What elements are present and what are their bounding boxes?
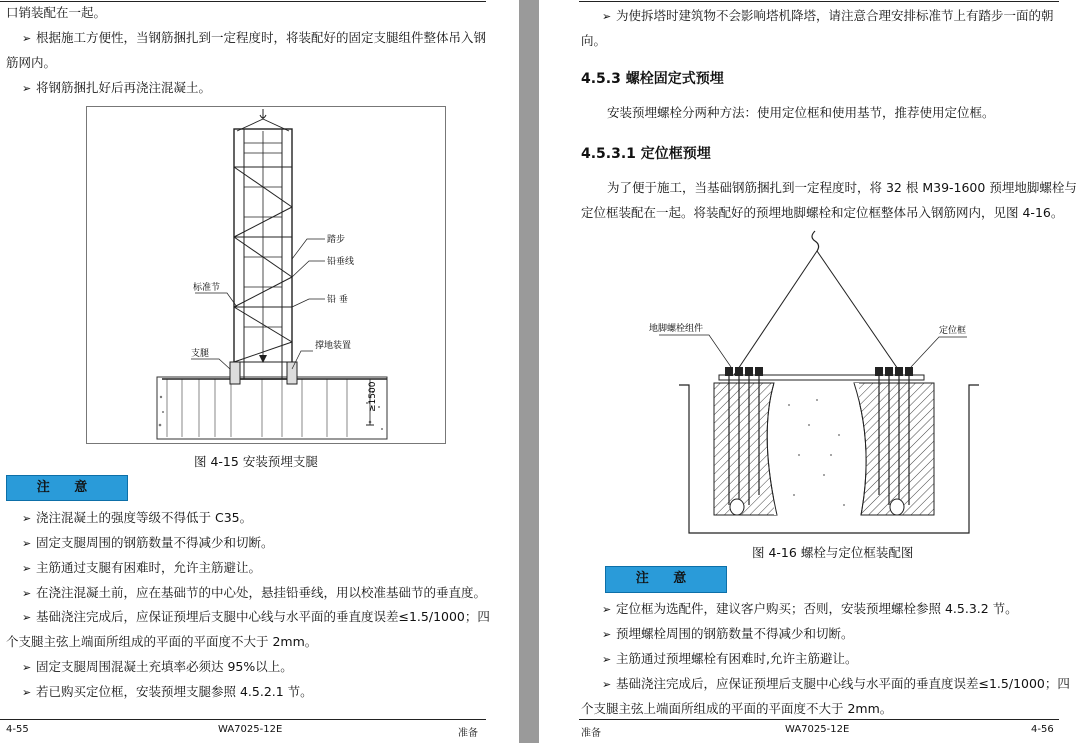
arrow-bullet-icon: ➢ [22,661,32,674]
top-rule [579,1,1059,2]
figure-label: 铅垂线 [327,257,355,267]
footer-rule [579,719,1059,720]
note-item: ➢ 固定支腿周围混凝土充填率必须达 95%以上。 [22,659,293,674]
body-text: 为了便于施工，当基础钢筋捆扎到一定程度时，将 32 根 M39-1600 预埋地脚螺栓与 [607,180,1077,195]
note-item: ➢ 固定支腿周围的钢筋数量不得减少和切断。 [22,535,274,550]
arrow-bullet-icon: ➢ [22,611,32,624]
body-text: 筋网内。 [6,55,57,70]
section-heading: 4.5.3 螺栓固定式预埋 [581,71,724,87]
anchor-bolt-frame-drawing [649,225,979,535]
figure-label: 定位框 [939,326,967,336]
figure-label: 支腿 [191,349,210,359]
note-item: ➢ 定位框为选配件，建议客户购买；否则，安装预埋螺栓参照 4.5.3.2 节。 [602,601,1018,616]
note-item: ➢ 主筋通过预埋螺栓有困难时,允许主筋避让。 [602,651,858,666]
top-rule [0,1,486,2]
bullet-item: ➢ 根据施工方便性，当钢筋捆扎到一定程度时，将装配好的固定支腿组件整体吊入钢 [22,30,487,45]
note-item: ➢ 预埋螺栓周围的钢筋数量不得减少和切断。 [602,626,854,641]
note-item-continued: 个支腿主弦上端面所组成的平面的平面度不大于 2mm。 [6,634,318,649]
note-item: ➢ 浇注混凝土的强度等级不得低于 C35。 [22,510,253,525]
arrow-bullet-icon: ➢ [22,32,32,45]
note-item-continued: 个支腿主弦上端面所组成的平面的平面度不大于 2mm。 [581,701,893,716]
body-text: 口销装配在一起。 [6,5,107,20]
arrow-bullet-icon: ➢ [602,10,612,23]
model-number: WA7025-12E [218,724,283,735]
arrow-bullet-icon: ➢ [22,82,32,95]
model-number: WA7025-12E [785,724,850,735]
bullet-item: ➢ 为使拆塔时建筑物不会影响塔机降塔，请注意合理安排标准节上有踏步一面的朝 [602,8,1054,23]
arrow-bullet-icon: ➢ [602,603,612,616]
note-item: ➢ 在浇注混凝土前，应在基础节的中心处，悬挂铅垂线，用以校准基础节的垂直度。 [22,585,487,600]
footer-rule [0,719,486,720]
body-text: 向。 [581,33,607,48]
arrow-bullet-icon: ➢ [602,678,612,691]
figure-label: 铅 垂 [327,295,348,305]
arrow-bullet-icon: ➢ [602,628,612,641]
arrow-bullet-icon: ➢ [602,653,612,666]
figure-4-15 [86,106,446,444]
arrow-bullet-icon: ➢ [22,562,32,575]
arrow-bullet-icon: ➢ [22,512,32,525]
figure-label: 标准节 [193,283,221,293]
body-text: 安装预埋螺栓分两种方法：使用定位框和使用基节，推荐使用定位框。 [607,105,995,120]
left-page [0,0,519,743]
figure-label: 踏步 [327,235,346,245]
figure-label: 地脚螺栓组件 [649,324,704,334]
right-page [539,0,1080,743]
note-item: ➢ 基础浇注完成后，应保证预埋后支腿中心线与水平面的垂直度误差≤1.5/1000；四 [602,676,1070,691]
section-name: 准备 [581,728,601,739]
figure-caption: 图 4-16 螺栓与定位框装配图 [752,545,914,560]
note-item: ➢ 基础浇注完成后，应保证预埋后支腿中心线与水平面的垂直度误差≤1.5/1000；四 [22,609,490,624]
figure-caption: 图 4-15 安装预埋支腿 [194,454,318,469]
body-text: 定位框装配在一起。将装配好的预埋地脚螺栓和定位框整体吊入钢筋网内，见图 4-16。 [581,205,1064,220]
note-box: 注 意 [605,566,727,593]
dimension-label: ≥1500 [368,381,378,412]
page-number: 4-55 [6,724,29,735]
note-item: ➢ 若已购买定位框，安装预埋支腿参照 4.5.2.1 节。 [22,684,313,699]
page-number: 4-56 [1031,724,1054,735]
note-box: 注 意 [6,475,128,501]
arrow-bullet-icon: ➢ [22,686,32,699]
arrow-bullet-icon: ➢ [22,537,32,550]
tower-leg-drawing [87,107,445,443]
note-item: ➢ 主筋通过支腿有困难时，允许主筋避让。 [22,560,262,575]
subsection-heading: 4.5.3.1 定位框预埋 [581,146,711,162]
arrow-bullet-icon: ➢ [22,587,32,600]
figure-label: 撑地装置 [315,341,352,351]
bullet-item: ➢ 将钢筋捆扎好后再浇注混凝土。 [22,80,212,95]
section-name: 准备 [458,728,478,739]
page-gutter [519,0,539,743]
